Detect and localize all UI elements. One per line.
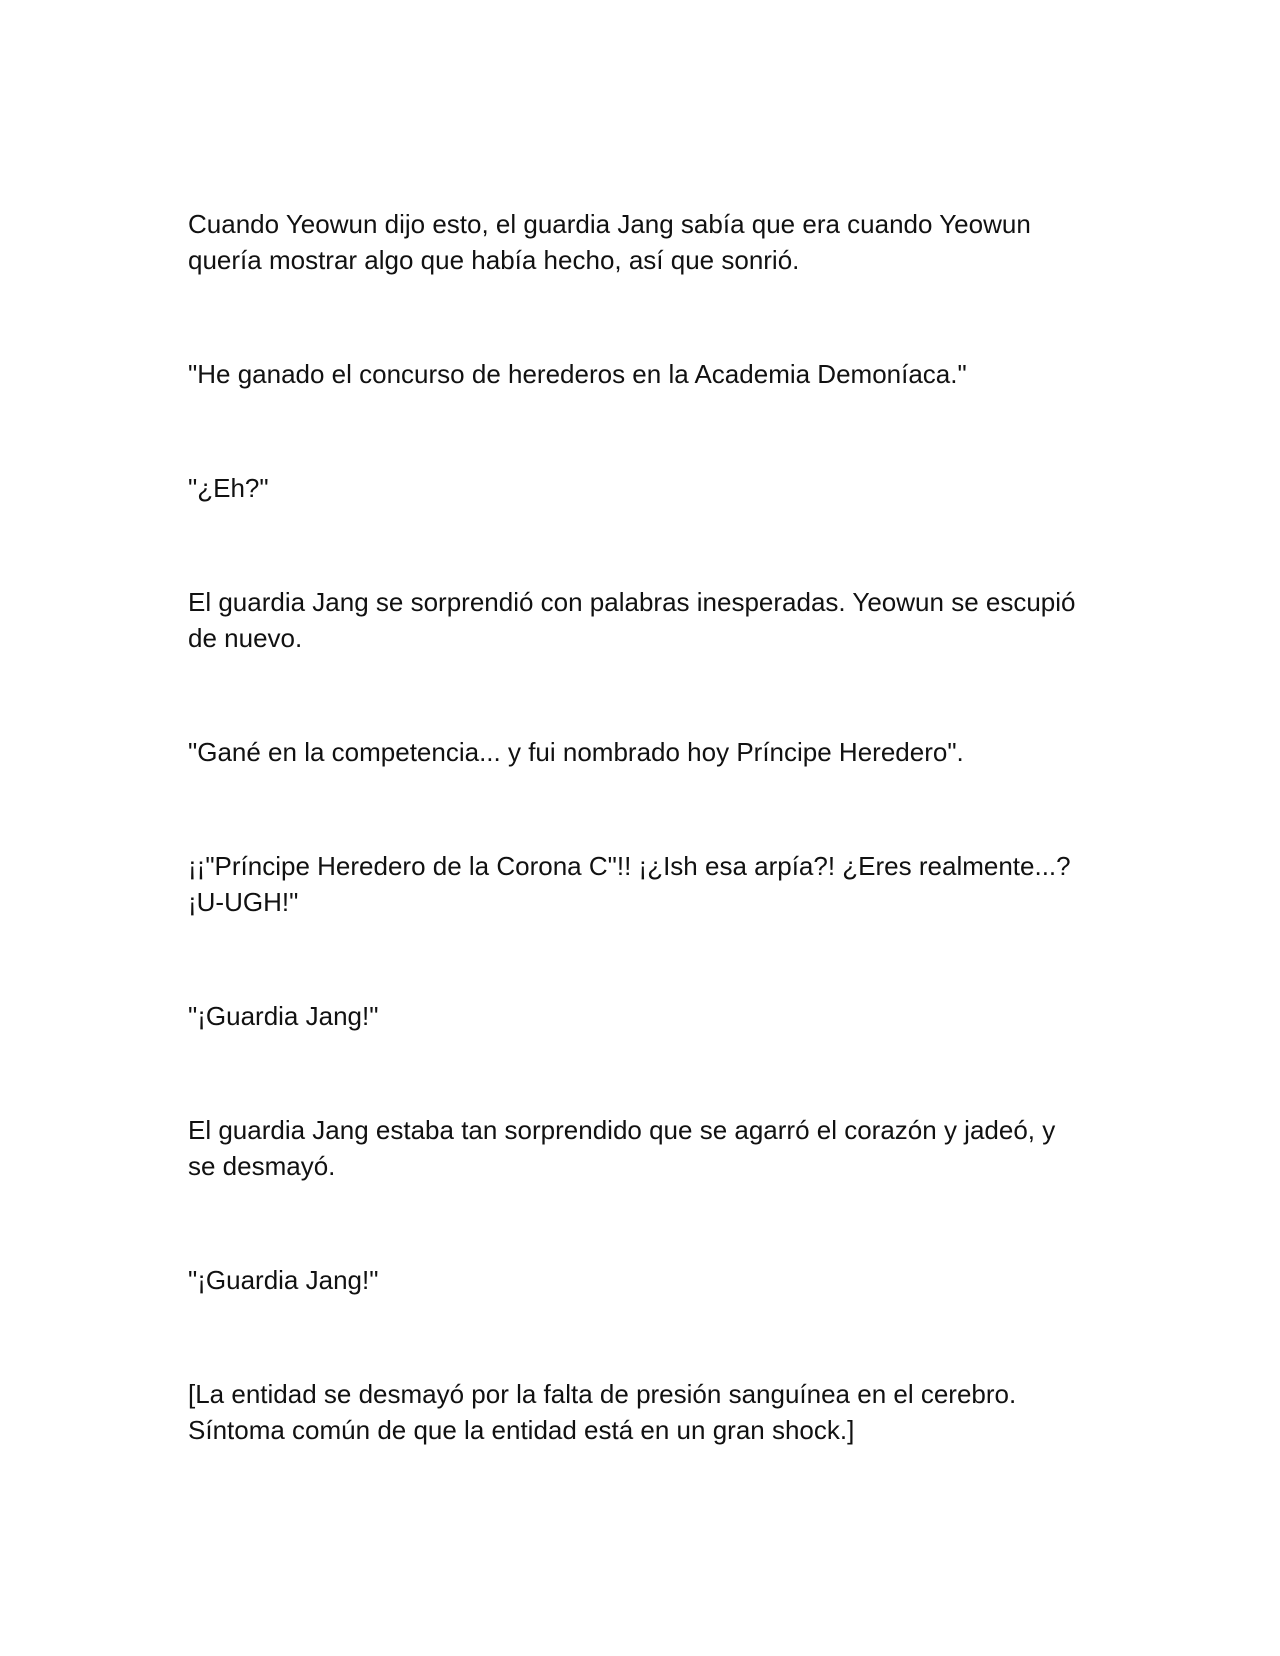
paragraph-3: "¿Eh?" — [188, 473, 269, 503]
paragraph-8: El guardia Jang estaba tan sorprendido que se agarró el corazón y jadeó, y se desmayó. — [188, 1115, 1056, 1181]
paragraph-7: "¡Guardia Jang!" — [188, 1001, 379, 1031]
paragraph-6: ¡¡"Príncipe Heredero de la Corona C"!! ¡¿Ish esa arpía?! ¿Eres realmente...? ¡U-UGH!" — [188, 851, 1071, 917]
paragraph-2: "He ganado el concurso de herederos en la Academia Demoníaca." — [188, 359, 967, 389]
paragraph-4: El guardia Jang se sorprendió con palabras inesperadas. Yeowun se escupió de nuevo. — [188, 587, 1076, 653]
paragraph-5: "Gané en la competencia... y fui nombrado hoy Príncipe Heredero". — [188, 737, 964, 767]
paragraph-10: [La entidad se desmayó por la falta de presión sanguínea en el cerebro. Síntoma común de que la entidad está en un gran shock.] — [188, 1379, 1017, 1445]
paragraph-1: Cuando Yeowun dijo esto, el guardia Jang sabía que era cuando Yeowun quería mostrar algo que había hecho, así que sonrió. — [188, 209, 1031, 275]
paragraph-9: "¡Guardia Jang!" — [188, 1265, 379, 1295]
